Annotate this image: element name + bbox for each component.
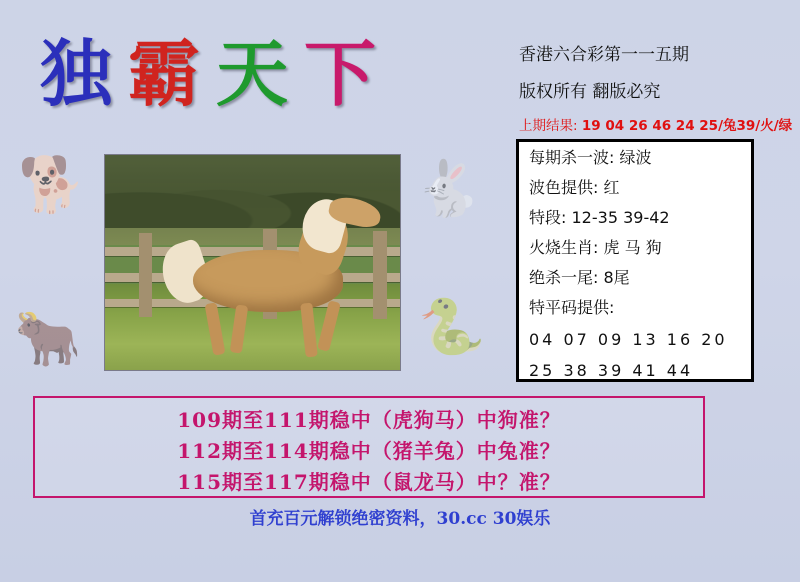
last-result-value: 19 04 26 46 24 25/兔39/火/绿	[581, 118, 793, 134]
info-key: 火烧生肖:	[529, 238, 599, 257]
forecast-line: 112期至114期稳中（猪羊兔）中兔准？	[177, 439, 561, 463]
dog-icon: 🐕	[18, 153, 86, 216]
info-row	[529, 210, 741, 226]
info-row	[529, 150, 741, 166]
info-value: 12-35 39-42	[571, 208, 670, 227]
forecast-line: 109期至111期稳中（虎狗马）中狗准？	[177, 408, 561, 432]
info-value: 虎 马 狗	[603, 238, 662, 257]
info-value: 8尾	[603, 268, 630, 287]
info-key: 特平码提供:	[529, 298, 615, 317]
snake-icon: 🐍	[418, 295, 486, 358]
info-key: 波色提供:	[529, 178, 599, 197]
info-key: 每期杀一波:	[529, 148, 615, 167]
info-key: 绝杀一尾:	[529, 268, 599, 287]
fence-post	[139, 233, 152, 317]
last-result	[519, 114, 792, 134]
numbers-row-1: 04 07 09 13 16 20	[529, 330, 728, 349]
title-char-2: 霸	[128, 31, 201, 116]
horse-photo	[104, 154, 401, 371]
forecast-box	[33, 396, 705, 498]
title-char-3: 天	[216, 31, 289, 116]
numbers-row-2: 25 38 39 41 44	[529, 361, 694, 380]
page-title	[40, 28, 490, 120]
prediction-info-box	[516, 139, 754, 382]
issue-heading: 香港六合彩第一一五期	[519, 45, 689, 65]
rabbit-icon: 🐇	[414, 157, 482, 220]
info-value: 红	[603, 178, 620, 197]
info-key: 特段:	[529, 208, 567, 227]
ox-icon: 🐂	[14, 307, 82, 370]
last-result-label: 上期结果:	[519, 118, 578, 134]
copyright-notice: 版权所有 翻版必究	[519, 82, 661, 102]
title-char-4: 下	[304, 31, 377, 116]
info-row	[529, 300, 741, 316]
fence-post	[373, 231, 387, 319]
info-row	[529, 240, 741, 256]
info-row	[529, 270, 741, 286]
forecast-line: 115期至117期稳中（鼠龙马）中？准？	[177, 470, 561, 494]
info-value: 绿波	[619, 148, 652, 167]
info-row	[529, 180, 741, 196]
promo-link[interactable]: 首充百元解锁绝密资料，30.cc 30娱乐	[249, 509, 551, 529]
title-char-1: 独	[40, 31, 113, 116]
